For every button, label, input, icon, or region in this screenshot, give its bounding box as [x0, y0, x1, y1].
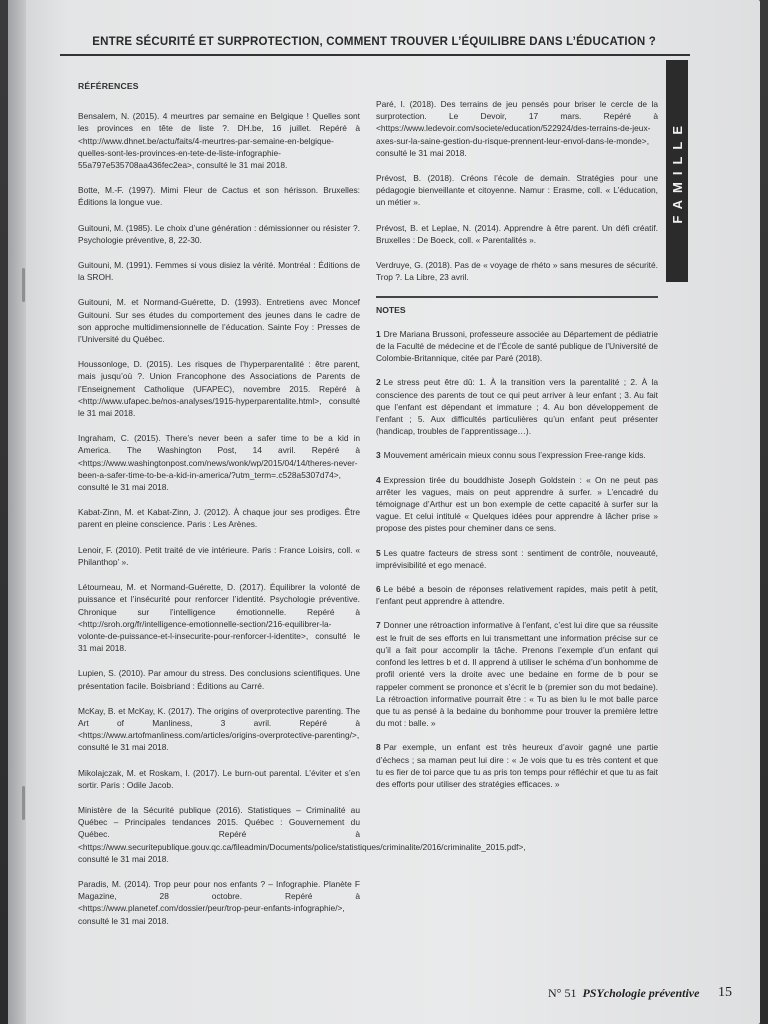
reference-item: Prévost, B. (2018). Créons l’école de demain. Stratégies pour une pédagogie bienveillante et citoyenne. Namur : Erasme, coll. « L’éducation, un métier ». — [376, 173, 658, 208]
note-text: Le stress peut être dû: 1. À la transition vers la parentalité ; 2. À la conscience des parents de tout ce qui peut arriver à leur enfant ; 3. Au fait que l’enfant est dépendant et immature ; 4. Au bon développement de l’enfant ; 5. Aux difficultés particulières qu’un enfant peut présenter (handicap, troubles de l’apprentissage…). — [376, 377, 658, 437]
note-item — [376, 449, 658, 461]
note-text: Donner une rétroaction informative à l’enfant, c’est lui dire que sa réussite est le fruit de ses efforts en lui transmettant une information précise sur ce qu’il a fait pour accomplir la tâche. Prenons l’exemple d’un enfant qui confond les lettres b et d. Il apprend à utiliser le schéma d’un bonhomme de profil orienté vers la droite avec une bedaine en forme de b pour se rappeler comment se prononce et s’écrit le b (premier son du mot bedaine). La rétroaction informative pourrait être : « Tu as bien lu le mot balle parce que tu as pensé à la bedaine du bonhomme pour trouver la première lettre du mot : balle. » — [376, 620, 658, 729]
note-number: 3 — [376, 450, 381, 461]
reference-item: Bensalem, N. (2015). 4 meurtres par semaine en Belgique ! Quelles sont les provinces en tête de liste ?. DH.be, 16 juillet. Repéré à <http://www.dhnet.be/actu/faits/4-meurtres-par-semaine-en-belgique-quelles-sont-les-provinces-en-tete-de-liste-infographie-55a797e535708aa436fec2ea>, consulté le 31 mai 2018. — [78, 111, 360, 171]
notes-rule — [376, 296, 658, 297]
staple-bottom — [22, 786, 25, 820]
note-number: 1 — [376, 328, 381, 339]
reference-item: Guitouni, M. (1985). Le choix d’une génération : démissionner ou résister ?. Psychologie préventive, 8, 22-30. — [78, 222, 360, 245]
reference-item: Botte, M.-F. (1997). Mimi Fleur de Cactus et son hérisson. Bruxelles: Éditions la longue vue. — [78, 185, 360, 208]
reference-item: Létourneau, M. et Normand-Guérette, D. (2017). Équilibrer la volonté de puissance et l’insécurité pour renforcer l’identité. Psychologie préventive. Chronique sur l’intelligence émotionnelle. Repéré à <http://sroh.org/fr/intelligence-emotionnelle-section/216-equilibrer-la-volonte-de-puissance-et-l-insecurite-pour-renforcer-l-identite>, consulté le 31 mai 2018. — [78, 582, 360, 654]
note-number: 7 — [376, 620, 381, 631]
note-item — [376, 619, 658, 729]
note-item — [376, 376, 658, 437]
note-text: Expression tirée du bouddhiste Joseph Goldstein : « On ne peut pas arrêter les vagues, mais on peut apprendre à surfer. » L’encadré du témoignage d’Arthur est un bon exemple de cette capacité à surfer sur la vague. Et celui intitulé « Quelques idées pour apprendre à lâcher prise » propose des pistes pour cheminer dans ce sens. — [376, 474, 658, 534]
note-number: 5 — [376, 547, 381, 558]
reference-item: Houssonloge, D. (2015). Les risques de l’hyperparentalité : être parent, mais jusqu’où ?. Union Francophone des Associations de Parents de l’Enseignement Catholique (UFAPEC), novembre 2015. Repéré à <http://www.ufapec.be/nos-analyses/1915-hyperparentalite.html>, consulté le 31 mai 2018. — [78, 359, 360, 419]
note-text: Dre Mariana Brussoni, professeure associée au Département de pédiatrie de la Faculté de médecine et de l’École de santé publique de l’Université de Colombie-Britannique, citée par Paré (2018). — [376, 328, 658, 364]
note-number: 4 — [376, 474, 381, 485]
reference-item: Guitouni, M. et Normand-Guérette, D. (1993). Entretiens avec Moncef Guitouni. Sur ses études du comportement des jeunes dans le cadre de son approche multidimensionnelle de l’éducation. Sainte Foy : Presses de l’Université du Québec. — [78, 297, 360, 345]
note-text: Le bébé a besoin de réponses relativement rapides, mais petit à petit, l’enfant peut apprendre à attendre. — [376, 584, 658, 607]
reference-item: Paradis, M. (2014). Trop peur pour nos enfants ? – Infographie. Planète F Magazine, 28 octobre. Repéré à <https://www.planetef.com/dossier/peur/trop-peur-enfants-infographie/>, consulté le 31 mai 2018. — [78, 878, 360, 926]
header-rule — [60, 54, 690, 56]
staple-top — [22, 268, 25, 302]
page-binding-edge — [8, 0, 26, 1024]
reference-item: Mikolajczak, M. et Roskam, I. (2017). Le burn-out parental. L’éviter et s’en sortir. Paris : Odile Jacob. — [78, 767, 360, 790]
reference-item: Kabat-Zinn, M. et Kabat-Zinn, J. (2012). À chaque jour ses prodiges. Être parent en pleine conscience. Paris : Les Arènes. — [78, 507, 360, 530]
note-number: 8 — [376, 742, 381, 753]
right-column — [376, 98, 658, 802]
note-text: Les quatre facteurs de stress sont : sentiment de contrôle, nouveauté, imprévisibilité et ego menacé. — [376, 547, 658, 570]
reference-item: Prévost, B. et Leplae, N. (2014). Apprendre à être parent. Un défi créatif. Bruxelles : De Boeck, coll. « Parentalités ». — [376, 222, 658, 245]
note-text: Par exemple, un enfant est très heureux d’avoir gagné une partie d’échecs ; sa maman peut lui dire : « Je vois que tu es très content et que tu es fier de toi parce que tu as pris ton temps pour réfléchir et que tu as fait des efforts pour utiliser des stratégies efficaces. » — [376, 742, 658, 789]
note-item — [376, 583, 658, 607]
reference-item: Ingraham, C. (2015). There’s never been a safer time to be a kid in America. The Washington Post, 14 avril. Repéré à <https://www.washingtonpost.com/news/wonk/wp/2015/04/14/theres-never-been-a-safer-time-to-be-a-kid-in-america/?utm_term=.c528a5307d74>, consulté le 31 mai 2018. — [78, 433, 360, 493]
reference-item: Lupien, S. (2010). Par amour du stress. Des conclusions scientifiques. Une présentation facile. Boisbriand : Éditions au Carré. — [78, 668, 360, 691]
reference-item: Guitouni, M. (1991). Femmes si vous disiez la vérité. Montréal : Éditions de la SROH. — [78, 260, 360, 283]
footer-magazine — [548, 986, 699, 1001]
note-number: 2 — [376, 377, 381, 388]
section-tab-label: FAMILLE — [669, 118, 685, 224]
notes-title: NOTES — [376, 304, 406, 315]
notes-list — [376, 328, 658, 790]
note-item — [376, 328, 658, 365]
running-header: ENTRE SÉCURITÉ ET SURPROTECTION, COMMENT TROUVER L’ÉQUILIBRE DANS L’ÉDUCATION ? — [92, 36, 656, 48]
section-tab — [666, 60, 688, 282]
reference-item: Lenoir, F. (2010). Petit traité de vie intérieure. Paris : France Loisirs, coll. « Philanthop’ ». — [78, 544, 360, 567]
note-item — [376, 474, 658, 535]
reference-item: Ministère de la Sécurité publique (2016). Statistiques – Criminalité au Québec – Principales tendances 2015. Québec : Gouvernement du Québec. Repéré à <https://www.securitepublique.gouv.qc.ca/fileadmin/Documents/police/statistiques/criminalite/2016/criminalite_2015.pdf>, consulté le 31 mai 2018. — [78, 804, 526, 864]
page-number: 15 — [718, 985, 732, 1000]
magazine-brand-logo: PSYchologie préventive — [582, 986, 700, 1000]
note-text: Mouvement américain mieux connu sous l’expression Free-range kids. — [383, 450, 646, 461]
references-title: RÉFÉRENCES — [78, 81, 139, 91]
issue-number: N° 51 — [548, 986, 577, 1000]
reference-item: Paré, I. (2018). Des terrains de jeu pensés pour briser le cercle de la surprotection. Le Devoir, 17 mars. Repéré à <https://www.ledevoir.com/societe/education/522924/des-terrains-de-jeux-axes-sur-la-saine-gestion-du-risque-prennent-leur-envol-dans-le-monde>, consulté le 31 mai 2018. — [376, 99, 658, 158]
note-number: 6 — [376, 584, 381, 595]
note-item — [376, 547, 658, 571]
note-item — [376, 741, 658, 790]
reference-item: McKay, B. et McKay, K. (2017). The origins of overprotective parenting. The Art of Manliness, 3 avril. Repéré à <https://www.artofmanliness.com/articles/origins-overprotective-parenting/>, consulté le 31 mai 2018. — [78, 705, 360, 753]
reference-item: Verdruye, G. (2018). Pas de « voyage de rhéto » sans mesures de sécurité. Trop ?. La Libre, 23 avril. — [376, 260, 658, 283]
references-list-continued — [376, 98, 658, 283]
